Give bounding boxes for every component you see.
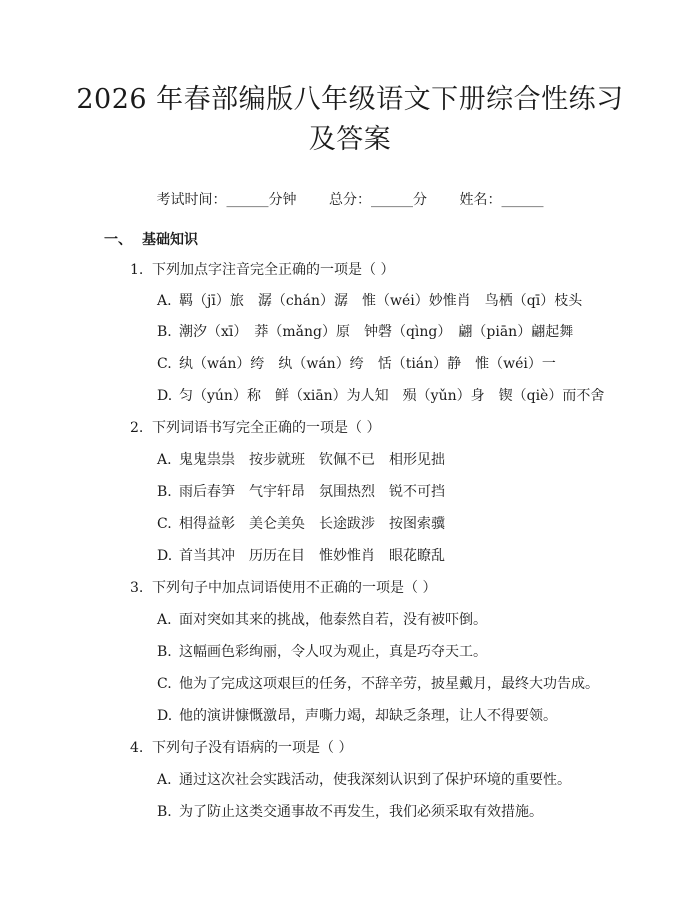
option-label: B. [157,644,172,660]
question-1-option-b [157,322,573,342]
option-label: A. [157,772,172,788]
exam-time-field: 考试时间：______分钟 [156,192,297,208]
question-number: 4. [130,740,144,756]
question-2-option-b [157,482,445,502]
question-2-option-a [157,450,445,470]
question-text: 下列句子没有语病的一项是（ ） [152,740,353,756]
option-text: 潮汐（xī） 莽（mǎng）原 钟磬（qìng） 翩（piān）翩起舞 [179,324,574,340]
question-2-option-d [157,546,445,566]
option-label: C. [157,516,172,532]
option-text: 首当其冲 历历在目 惟妙惟肖 眼花瞭乱 [179,548,445,564]
option-text: 纨（wán）绔 纨（wán）绔 恬（tián）静 惟（wéi）一 [179,356,556,372]
question-1-option-c [157,354,556,374]
question-number: 2. [130,420,144,436]
option-text: 面对突如其来的挑战，他泰然自若，没有被吓倒。 [179,612,487,628]
option-label: C. [157,676,172,692]
option-label: D. [157,388,173,404]
option-label: B. [157,484,172,500]
question-3-option-c [157,674,599,694]
section-heading [104,229,198,249]
question-1-option-d [157,386,604,406]
option-label: C. [157,356,172,372]
total-score-field: 总分：______分 [329,192,427,208]
question-text: 下列句子中加点词语使用不正确的一项是（ ） [152,580,437,596]
question-1 [130,260,394,280]
option-text: 匀（yún）称 鲜（xiān）为人知 殒（yǔn）身 锲（qiè）而不舍 [179,388,605,404]
title-line-1: 2026 年春部编版八年级语文下册综合性练习 [76,84,624,115]
option-label: D. [157,548,173,564]
document-title [0,0,700,160]
question-3 [130,578,436,598]
option-text: 羁（jī）旅 潺（chán）潺 惟（wéi）妙惟肖 鸟栖（qī）枝头 [179,293,583,309]
option-text: 这幅画色彩绚丽，令人叹为观止，真是巧夺天工。 [179,644,487,660]
question-3-option-b [157,642,487,662]
question-1-option-a [157,291,582,311]
option-text: 他的演讲慷慨激昂，声嘶力竭，却缺乏条理，让人不得要领。 [179,708,557,724]
question-4 [130,738,352,758]
question-2 [130,418,380,438]
option-label: B. [157,804,172,820]
option-text: 相得益彰 美仑美奂 长途跋涉 按图索骥 [179,516,445,532]
question-4-option-a [157,770,571,790]
student-name-field: 姓名：______ [459,192,544,208]
option-text: 雨后春笋 气宇轩昂 氛围热烈 锐不可挡 [179,484,445,500]
question-number: 3. [130,580,144,596]
option-text: 他为了完成这项艰巨的任务，不辞辛劳，披星戴月，最终大功告成。 [179,676,599,692]
option-label: D. [157,708,173,724]
option-text: 为了防止这类交通事故不再发生，我们必须采取有效措施。 [179,804,543,820]
section-title: 基础知识 [142,232,198,248]
question-2-option-c [157,514,445,534]
option-label: A. [157,293,172,309]
title-line-2: 及答案 [308,124,392,155]
option-text: 通过这次社会实践活动，使我深刻认识到了保护环境的重要性。 [179,772,571,788]
question-text: 下列词语书写完全正确的一项是（ ） [152,420,381,436]
option-label: A. [157,452,172,468]
option-label: A. [157,612,172,628]
option-label: B. [157,324,172,340]
section-number: 一、 [104,232,132,248]
question-3-option-d [157,706,557,726]
question-number: 1. [130,262,144,278]
exam-meta [0,190,700,210]
question-text: 下列加点字注音完全正确的一项是（ ） [152,262,395,278]
question-4-option-b [157,802,543,822]
question-3-option-a [157,610,487,630]
option-text: 鬼鬼祟祟 按步就班 钦佩不已 相形见拙 [179,452,445,468]
